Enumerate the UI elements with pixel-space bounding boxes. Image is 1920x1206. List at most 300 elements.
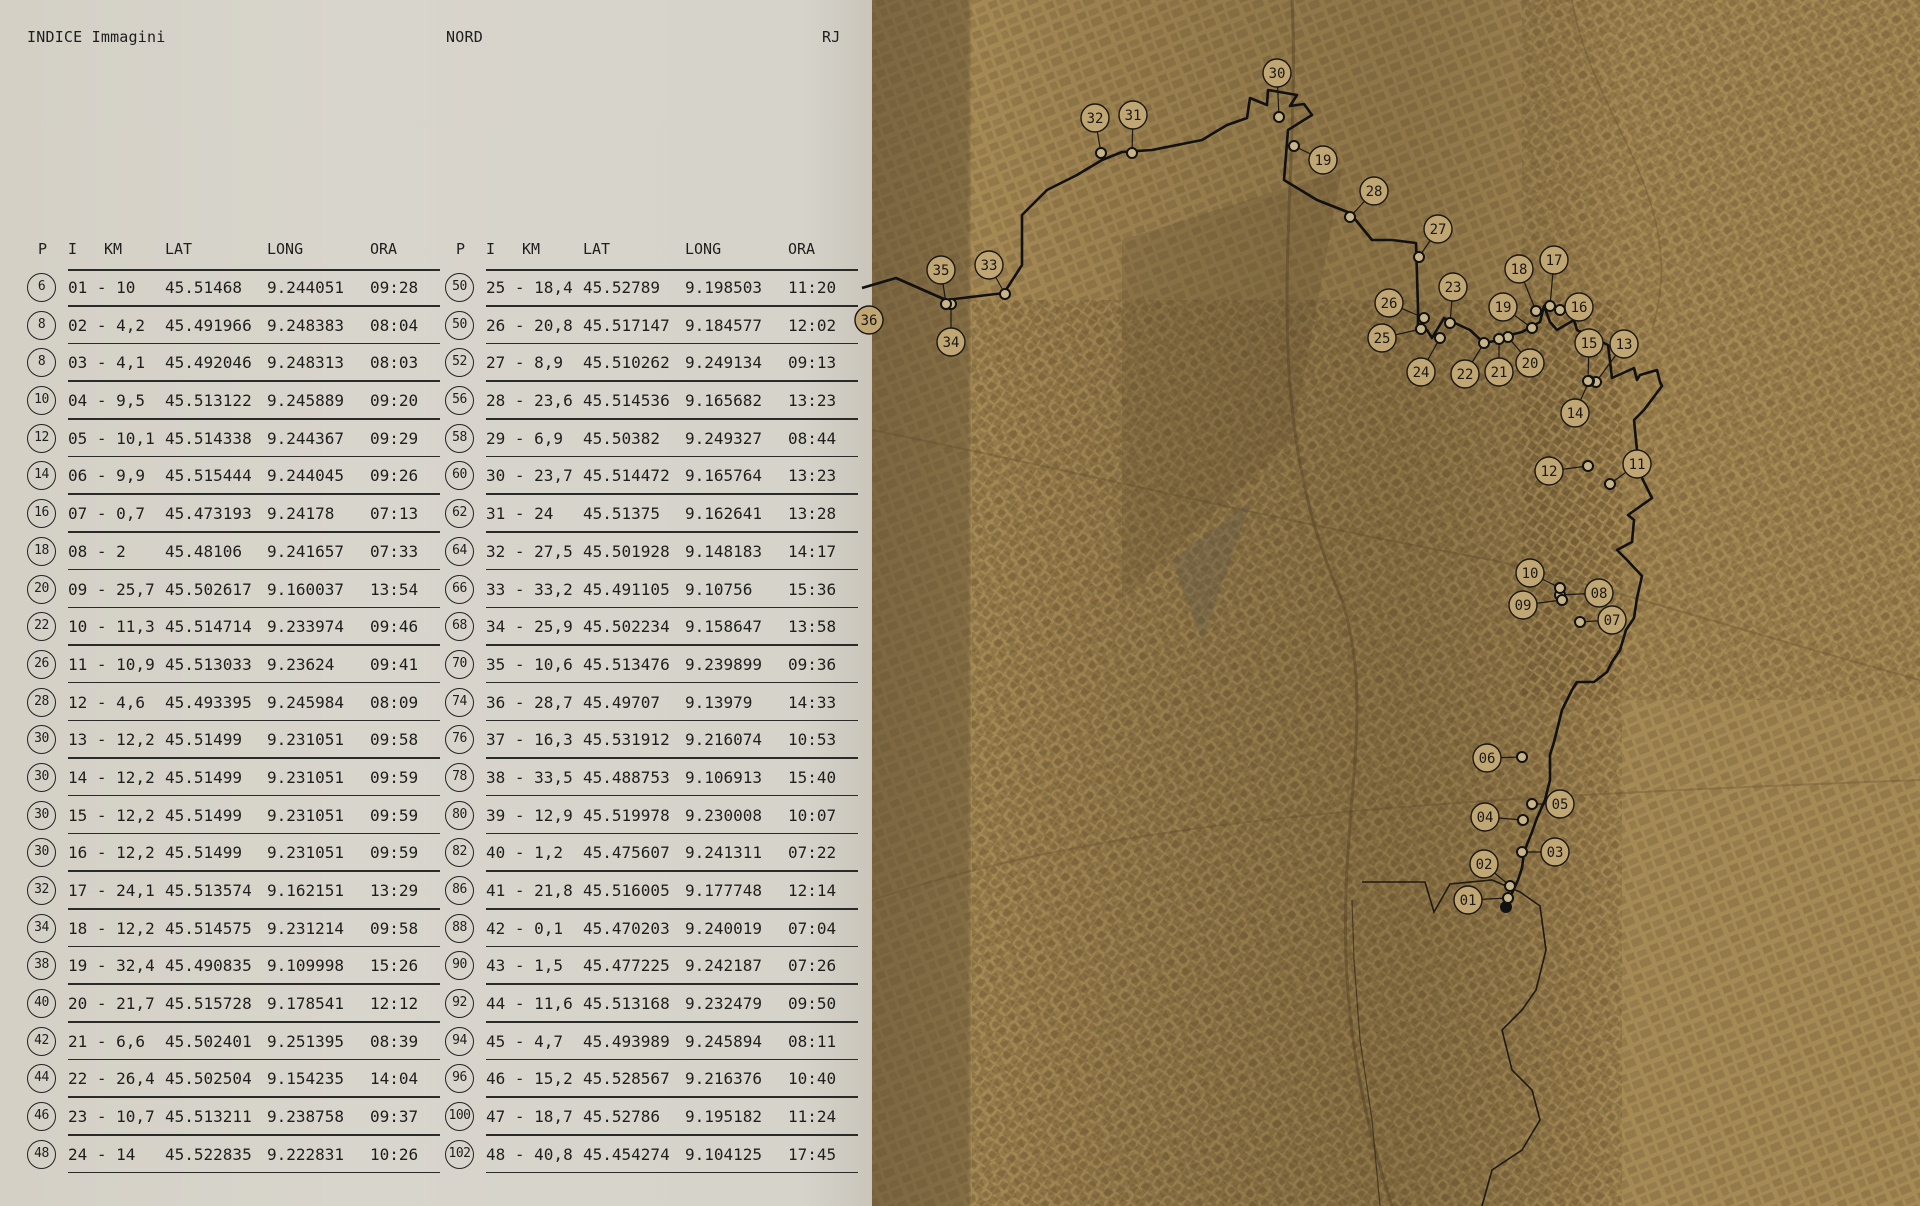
route-marker-label: 14 xyxy=(1566,406,1584,422)
time-cell: 07:04 xyxy=(788,918,837,938)
row-rule xyxy=(486,720,858,722)
row-rule xyxy=(486,456,858,458)
lat-cell: 45.51499 xyxy=(165,730,243,750)
table-row xyxy=(20,383,440,421)
lat-cell: 45.491105 xyxy=(583,579,670,599)
lat-cell: 45.501928 xyxy=(583,541,670,561)
route-marker-label: 34 xyxy=(942,335,960,351)
col-km: KM xyxy=(104,240,123,258)
row-rule xyxy=(68,1096,440,1098)
col-lat: LAT xyxy=(583,240,611,258)
page-number-badge: 64 xyxy=(445,537,474,566)
row-rule xyxy=(68,946,440,948)
row-rule xyxy=(486,531,858,533)
table-header xyxy=(20,240,440,270)
time-cell: 13:29 xyxy=(370,881,419,900)
time-cell: 09:58 xyxy=(370,730,419,750)
time-cell: 08:44 xyxy=(788,428,837,448)
row-rule xyxy=(486,757,858,759)
table-header xyxy=(438,240,858,270)
row-rule xyxy=(486,983,858,985)
table-row xyxy=(20,609,440,647)
time-cell: 07:33 xyxy=(370,541,419,561)
long-cell: 9.178541 xyxy=(267,994,345,1014)
long-cell: 9.231051 xyxy=(267,730,345,750)
row-rule xyxy=(486,908,858,910)
image-km-cell: 01 - 10 xyxy=(68,278,136,297)
time-cell: 09:29 xyxy=(370,428,419,448)
row-rule xyxy=(486,380,858,382)
long-cell: 9.24178 xyxy=(267,504,335,524)
route-marker-label: 35 xyxy=(932,263,950,279)
image-km-cell: 12 - 4,6 xyxy=(68,692,146,712)
page-number-badge: 40 xyxy=(27,989,56,1018)
route-point xyxy=(1545,301,1555,311)
row-rule xyxy=(68,833,440,835)
route-point xyxy=(1531,306,1541,316)
route-map xyxy=(860,0,1920,1206)
image-km-cell: 10 - 11,3 xyxy=(68,617,155,637)
route-point xyxy=(1345,212,1355,222)
lat-cell: 45.51375 xyxy=(583,504,661,524)
long-cell: 9.244051 xyxy=(267,278,345,297)
long-cell: 9.249327 xyxy=(685,428,763,448)
route-marker-label: 30 xyxy=(1268,66,1286,82)
route-marker-label: 11 xyxy=(1628,457,1646,473)
page-number-badge: 70 xyxy=(445,650,474,679)
long-cell: 9.245894 xyxy=(685,1031,763,1051)
time-cell: 09:26 xyxy=(370,466,419,486)
page-number-badge: 20 xyxy=(27,575,56,604)
route-point xyxy=(1274,112,1284,122)
long-cell: 9.216376 xyxy=(685,1069,763,1089)
row-rule xyxy=(68,1134,440,1136)
col-ora: ORA xyxy=(788,240,816,258)
time-cell: 12:02 xyxy=(788,315,837,335)
route-point xyxy=(941,299,951,309)
row-rule xyxy=(68,531,440,533)
table-row xyxy=(20,421,440,459)
route-marker-label: 36 xyxy=(860,313,878,329)
index-table-left xyxy=(20,240,440,1175)
page-number-badge: 14 xyxy=(27,461,56,490)
row-rule xyxy=(68,456,440,458)
table-row xyxy=(20,1024,440,1062)
lat-cell: 45.513211 xyxy=(165,1107,252,1127)
lat-cell: 45.48106 xyxy=(165,541,243,561)
long-cell: 9.160037 xyxy=(267,579,345,599)
lat-cell: 45.515728 xyxy=(165,994,252,1014)
lat-cell: 45.514575 xyxy=(165,918,252,938)
route-marker-label: 28 xyxy=(1365,184,1383,200)
long-cell: 9.10756 xyxy=(685,579,753,599)
image-km-cell: 35 - 10,6 xyxy=(486,654,573,674)
lat-cell: 45.502504 xyxy=(165,1069,252,1089)
table-row xyxy=(438,383,858,421)
table-row xyxy=(20,986,440,1024)
row-rule xyxy=(68,493,440,495)
row-rule xyxy=(68,682,440,684)
route-point xyxy=(1289,141,1299,151)
lat-cell: 45.477225 xyxy=(583,956,670,976)
row-rule xyxy=(486,795,858,797)
long-cell: 9.184577 xyxy=(685,315,763,335)
time-cell: 09:46 xyxy=(370,617,419,637)
lat-cell: 45.502401 xyxy=(165,1031,252,1051)
image-km-cell: 03 - 4,1 xyxy=(68,353,146,373)
col-ora: ORA xyxy=(370,240,398,258)
image-km-cell: 29 - 6,9 xyxy=(486,428,564,448)
time-cell: 09:59 xyxy=(370,843,419,863)
image-km-cell: 44 - 11,6 xyxy=(486,994,573,1014)
lat-cell: 45.513033 xyxy=(165,654,252,674)
long-cell: 9.244367 xyxy=(267,428,345,448)
lat-cell: 45.513476 xyxy=(583,654,670,674)
table-row xyxy=(438,1024,858,1062)
route-point xyxy=(1527,799,1537,809)
image-km-cell: 06 - 9,9 xyxy=(68,466,146,486)
page-number-badge: 22 xyxy=(27,612,56,641)
table-row xyxy=(438,685,858,723)
long-cell: 9.177748 xyxy=(685,881,763,900)
lat-cell: 45.502617 xyxy=(165,579,252,599)
page-number-badge: 50 xyxy=(445,273,474,302)
page-number-badge: 88 xyxy=(445,914,474,943)
row-rule xyxy=(68,380,440,382)
long-cell: 9.148183 xyxy=(685,541,763,561)
lat-cell: 45.514536 xyxy=(583,391,670,411)
lat-cell: 45.52789 xyxy=(583,278,661,297)
row-rule xyxy=(486,1059,858,1061)
time-cell: 10:26 xyxy=(370,1144,419,1164)
table-row xyxy=(438,647,858,685)
page-number-badge: 8 xyxy=(27,311,56,340)
route-marker-label: 05 xyxy=(1551,797,1569,813)
time-cell: 09:50 xyxy=(788,994,837,1014)
table-row xyxy=(20,572,440,610)
route-marker-label: 03 xyxy=(1546,845,1564,861)
long-cell: 9.23624 xyxy=(267,654,335,674)
route-marker-label: 33 xyxy=(980,258,998,274)
route-marker-label: 06 xyxy=(1478,751,1496,767)
image-km-cell: 40 - 1,2 xyxy=(486,843,564,863)
image-km-cell: 34 - 25,9 xyxy=(486,617,573,637)
row-rule xyxy=(486,682,858,684)
image-km-cell: 37 - 16,3 xyxy=(486,730,573,750)
row-rule xyxy=(68,908,440,910)
time-cell: 12:14 xyxy=(788,881,837,900)
page-number-badge: 30 xyxy=(27,763,56,792)
lat-cell: 45.515444 xyxy=(165,466,252,486)
image-km-cell: 16 - 12,2 xyxy=(68,843,155,863)
lat-cell: 45.51499 xyxy=(165,843,243,863)
time-cell: 10:53 xyxy=(788,730,837,750)
long-cell: 9.238758 xyxy=(267,1107,345,1127)
route-marker-label: 02 xyxy=(1475,857,1493,873)
route-marker-label: 32 xyxy=(1086,111,1104,127)
time-cell: 09:41 xyxy=(370,654,419,674)
lat-cell: 45.490835 xyxy=(165,956,252,976)
route-marker-label: 10 xyxy=(1521,566,1539,582)
row-rule xyxy=(486,1134,858,1136)
table-row xyxy=(438,609,858,647)
route-marker-label: 19 xyxy=(1494,300,1512,316)
route-point xyxy=(1416,324,1426,334)
map-image xyxy=(860,0,1920,1206)
image-km-cell: 33 - 33,2 xyxy=(486,579,573,599)
time-cell: 17:45 xyxy=(788,1144,837,1164)
table-row xyxy=(20,685,440,723)
row-rule xyxy=(68,983,440,985)
image-km-cell: 11 - 10,9 xyxy=(68,654,155,674)
page-number-badge: 12 xyxy=(27,424,56,453)
time-cell: 13:28 xyxy=(788,504,837,524)
route-point xyxy=(1555,583,1565,593)
table-row xyxy=(20,458,440,496)
table-row xyxy=(438,345,858,383)
index-page xyxy=(0,0,872,1206)
image-km-cell: 48 - 40,8 xyxy=(486,1144,573,1164)
table-row xyxy=(438,798,858,836)
table-row xyxy=(438,873,858,911)
route-point xyxy=(1505,881,1515,891)
row-rule xyxy=(486,493,858,495)
image-km-cell: 38 - 33,5 xyxy=(486,767,573,787)
table-row xyxy=(20,835,440,873)
route-point xyxy=(1127,148,1137,158)
long-cell: 9.248313 xyxy=(267,353,345,373)
route-point xyxy=(1414,252,1424,262)
lat-cell: 45.51499 xyxy=(165,805,243,825)
table-row xyxy=(438,948,858,986)
lat-cell: 45.522835 xyxy=(165,1144,252,1164)
table-row xyxy=(20,911,440,949)
row-rule xyxy=(68,343,440,345)
route-point xyxy=(1503,893,1513,903)
col-lat: LAT xyxy=(165,240,193,258)
image-km-cell: 18 - 12,2 xyxy=(68,918,155,938)
col-long: LONG xyxy=(685,240,722,258)
author-initials: RJ xyxy=(822,28,841,46)
image-km-cell: 19 - 32,4 xyxy=(68,956,155,976)
row-rule xyxy=(486,607,858,609)
lat-cell: 45.513574 xyxy=(165,881,252,900)
long-cell: 9.222831 xyxy=(267,1144,345,1164)
time-cell: 13:54 xyxy=(370,579,419,599)
page-number-badge: 74 xyxy=(445,688,474,717)
lat-cell: 45.454274 xyxy=(583,1144,670,1164)
row-rule xyxy=(68,757,440,759)
row-rule xyxy=(486,644,858,646)
row-rule xyxy=(486,305,858,307)
lat-cell: 45.475607 xyxy=(583,843,670,863)
page-number-badge: 38 xyxy=(27,951,56,980)
route-marker-label: 20 xyxy=(1521,356,1539,372)
row-rule xyxy=(486,946,858,948)
image-km-cell: 32 - 27,5 xyxy=(486,541,573,561)
long-cell: 9.13979 xyxy=(685,692,753,712)
time-cell: 09:37 xyxy=(370,1107,419,1127)
long-cell: 9.231051 xyxy=(267,805,345,825)
route-marker-label: 07 xyxy=(1603,613,1621,629)
time-cell: 11:24 xyxy=(788,1107,837,1127)
page-number-badge: 68 xyxy=(445,612,474,641)
lat-cell: 45.50382 xyxy=(583,428,661,448)
long-cell: 9.216074 xyxy=(685,730,763,750)
page-number-badge: 8 xyxy=(27,348,56,377)
route-point xyxy=(1518,815,1528,825)
image-km-cell: 20 - 21,7 xyxy=(68,994,155,1014)
route-marker-label: 15 xyxy=(1580,336,1598,352)
long-cell: 9.104125 xyxy=(685,1144,763,1164)
lat-cell: 45.519978 xyxy=(583,805,670,825)
route-marker-label: 01 xyxy=(1459,893,1477,909)
table-row xyxy=(438,572,858,610)
page-number-badge: 102 xyxy=(445,1140,474,1169)
time-cell: 07:13 xyxy=(370,504,419,524)
page-number-badge: 90 xyxy=(445,951,474,980)
row-rule xyxy=(68,1059,440,1061)
long-cell: 9.251395 xyxy=(267,1031,345,1051)
page-number-badge: 28 xyxy=(27,688,56,717)
page-title: INDICE Immagini xyxy=(27,28,166,46)
long-cell: 9.195182 xyxy=(685,1107,763,1127)
col-p: P xyxy=(38,240,48,258)
time-cell: 08:04 xyxy=(370,315,419,335)
route-marker-label: 13 xyxy=(1615,337,1633,353)
table-row xyxy=(438,1061,858,1099)
time-cell: 09:28 xyxy=(370,278,419,297)
route-marker-label: 24 xyxy=(1412,365,1430,381)
page-number-badge: 60 xyxy=(445,461,474,490)
image-km-cell: 28 - 23,6 xyxy=(486,391,573,411)
time-cell: 13:23 xyxy=(788,391,837,411)
time-cell: 10:07 xyxy=(788,805,837,825)
lat-cell: 45.493989 xyxy=(583,1031,670,1051)
col-p: P xyxy=(456,240,466,258)
table-row xyxy=(20,270,440,308)
image-km-cell: 07 - 0,7 xyxy=(68,504,146,524)
row-rule xyxy=(68,1172,440,1174)
route-point xyxy=(1575,617,1585,627)
table-row xyxy=(438,911,858,949)
row-rule xyxy=(68,569,440,571)
route-point xyxy=(1435,333,1445,343)
route-marker-label: 23 xyxy=(1444,280,1462,296)
image-km-cell: 39 - 12,9 xyxy=(486,805,573,825)
table-row xyxy=(438,308,858,346)
page-number-badge: 58 xyxy=(445,424,474,453)
image-km-cell: 47 - 18,7 xyxy=(486,1107,573,1127)
table-row xyxy=(20,722,440,760)
image-km-cell: 36 - 28,7 xyxy=(486,692,573,712)
route-point xyxy=(1000,289,1010,299)
time-cell: 09:59 xyxy=(370,767,419,787)
lat-cell: 45.516005 xyxy=(583,881,670,900)
image-km-cell: 27 - 8,9 xyxy=(486,353,564,373)
image-km-cell: 23 - 10,7 xyxy=(68,1107,155,1127)
time-cell: 09:59 xyxy=(370,805,419,825)
lat-cell: 45.510262 xyxy=(583,353,670,373)
table-row xyxy=(20,1137,440,1175)
route-marker-label: 31 xyxy=(1124,108,1142,124)
row-rule xyxy=(486,343,858,345)
page-number-badge: 34 xyxy=(27,914,56,943)
long-cell: 9.231051 xyxy=(267,767,345,787)
time-cell: 15:36 xyxy=(788,579,837,599)
row-rule xyxy=(68,870,440,872)
time-cell: 09:20 xyxy=(370,391,419,411)
route-marker-label: 19 xyxy=(1314,153,1332,169)
long-cell: 9.162151 xyxy=(267,881,345,900)
row-rule xyxy=(68,607,440,609)
table-row xyxy=(438,534,858,572)
route-marker-label: 09 xyxy=(1514,598,1532,614)
long-cell: 9.242187 xyxy=(685,956,763,976)
long-cell: 9.244045 xyxy=(267,466,345,486)
page-number-badge: 66 xyxy=(445,575,474,604)
time-cell: 12:12 xyxy=(370,994,419,1014)
image-km-cell: 09 - 25,7 xyxy=(68,579,155,599)
time-cell: 08:03 xyxy=(370,353,419,373)
time-cell: 09:58 xyxy=(370,918,419,938)
long-cell: 9.249134 xyxy=(685,353,763,373)
page-number-badge: 92 xyxy=(445,989,474,1018)
route-point xyxy=(1517,752,1527,762)
col-i: I xyxy=(486,240,496,258)
time-cell: 14:33 xyxy=(788,692,837,712)
lat-cell: 45.514472 xyxy=(583,466,670,486)
route-marker-label: 16 xyxy=(1570,300,1588,316)
page-number-badge: 30 xyxy=(27,725,56,754)
lat-cell: 45.49707 xyxy=(583,692,661,712)
page-number-badge: 80 xyxy=(445,801,474,830)
route-point xyxy=(1419,313,1429,323)
page-number-badge: 62 xyxy=(445,499,474,528)
image-km-cell: 43 - 1,5 xyxy=(486,956,564,976)
time-cell: 13:23 xyxy=(788,466,837,486)
long-cell: 9.230008 xyxy=(685,805,763,825)
long-cell: 9.165682 xyxy=(685,391,763,411)
lat-cell: 45.513168 xyxy=(583,994,670,1014)
time-cell: 10:40 xyxy=(788,1069,837,1089)
long-cell: 9.198503 xyxy=(685,278,763,297)
long-cell: 9.231214 xyxy=(267,918,345,938)
image-km-cell: 17 - 24,1 xyxy=(68,881,155,900)
image-km-cell: 41 - 21,8 xyxy=(486,881,573,900)
page-number-badge: 32 xyxy=(27,876,56,905)
row-rule xyxy=(486,1021,858,1023)
page-number-badge: 46 xyxy=(27,1102,56,1131)
image-km-cell: 31 - 24 xyxy=(486,504,554,524)
route-point xyxy=(1527,323,1537,333)
route-marker-label: 12 xyxy=(1540,464,1558,480)
row-rule xyxy=(68,720,440,722)
time-cell: 08:39 xyxy=(370,1031,419,1051)
route-marker-label: 22 xyxy=(1456,367,1474,383)
image-km-cell: 24 - 14 xyxy=(68,1144,136,1164)
route-marker-label: 18 xyxy=(1510,262,1528,278)
page-number-badge: 52 xyxy=(445,348,474,377)
route-point xyxy=(1096,148,1106,158)
time-cell: 14:17 xyxy=(788,541,837,561)
col-i: I xyxy=(68,240,78,258)
route-point xyxy=(1555,305,1565,315)
image-km-cell: 30 - 23,7 xyxy=(486,466,573,486)
time-cell: 15:40 xyxy=(788,767,837,787)
col-long: LONG xyxy=(267,240,304,258)
route-point xyxy=(1557,595,1567,605)
